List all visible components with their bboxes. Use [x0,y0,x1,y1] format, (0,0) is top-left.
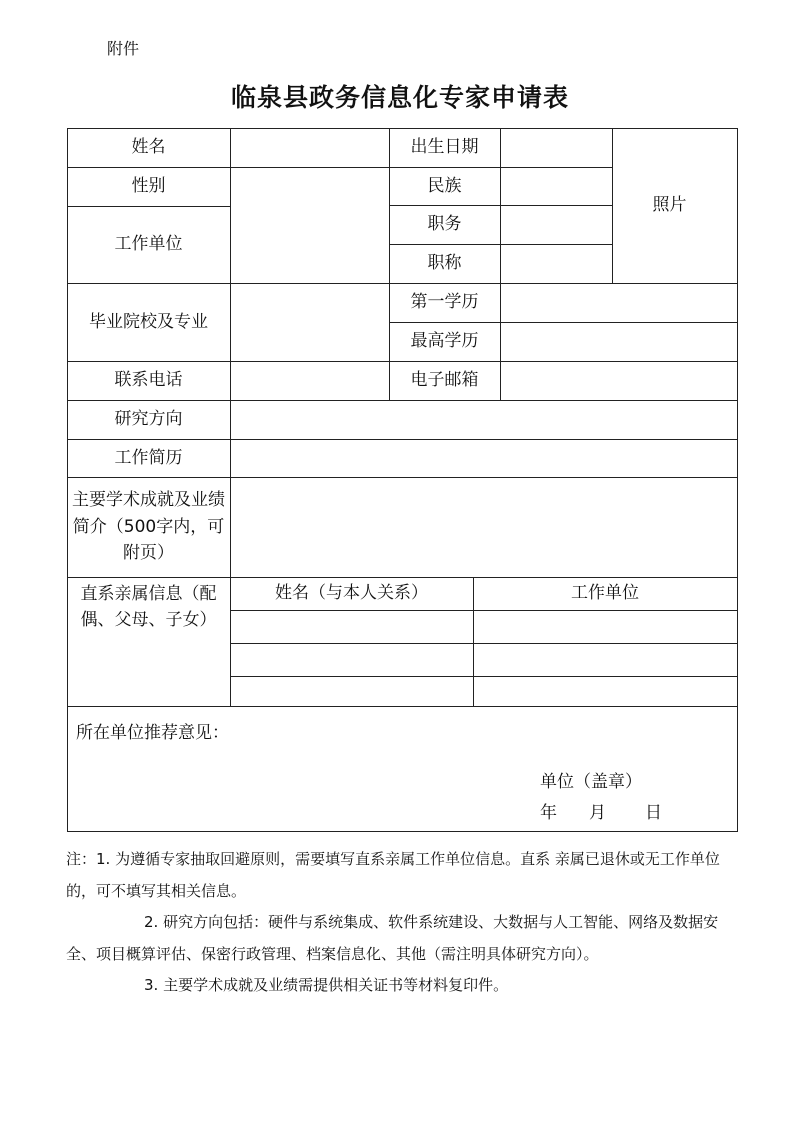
email-field[interactable] [500,361,737,400]
employer-field[interactable] [230,206,389,283]
note-2: 2. 研究方向包括：硬件与系统集成、软件系统建设、大数据与人工智能、网络及数据安全、项目概算评估、保密行政管理、档案信息化、其他（需注明具体研究方向）。 [66,913,719,963]
professional-title-label: 职称 [427,253,462,274]
family-name-field[interactable] [230,610,473,643]
note-1: 注：1. 为遵循专家抽取回避原则，需要填写直系亲属工作单位信息。直系 亲属已退休或无工作单位的，可不填写其相关信息。 [66,850,720,900]
school-major-field[interactable] [230,283,389,361]
family-employer-field[interactable] [473,676,737,706]
photo-box[interactable] [612,128,737,283]
family-employer-field[interactable] [473,643,737,676]
gender-field[interactable] [230,167,389,206]
highest-degree-label: 最高学历 [410,331,479,352]
family-name-field[interactable] [230,676,473,706]
family-info-label: 直系亲属信息（配偶、父母、子女） [80,584,217,631]
family-employer-field[interactable] [473,610,737,643]
family-name-header: 姓名（与本人关系） [275,583,428,604]
research-direction-label: 研究方向 [114,409,183,430]
name-field[interactable] [230,128,389,167]
note-3: 3. 主要学术成就及业绩需提供相关证书等材料复印件。 [144,976,509,994]
page-title: 临泉县政务信息化专家申请表 [230,83,569,112]
photo-label: 照片 [652,195,687,216]
employer-label: 工作单位 [114,234,183,255]
ethnicity-field[interactable] [500,167,612,205]
birth-date-label: 出生日期 [410,137,479,158]
birth-date-field[interactable] [500,128,612,167]
phone-field[interactable] [230,361,389,400]
position-label: 职务 [427,214,462,235]
recommendation-label: 所在单位推荐意见： [76,722,229,743]
research-direction-field[interactable] [230,400,737,439]
position-field[interactable] [500,205,612,244]
family-name-field[interactable] [230,643,473,676]
notes [66,844,746,1002]
work-resume-label: 工作简历 [114,447,183,468]
first-degree-field[interactable] [500,283,737,322]
gender-label: 性别 [131,176,166,197]
date-day-label: 日 [645,802,662,823]
seal-label: 单位（盖章） [540,771,642,792]
first-degree-label: 第一学历 [410,292,479,313]
highest-degree-field[interactable] [500,322,737,361]
achievements-label: 主要学术成就及业绩简介（500字内，可附页） [72,490,225,564]
table-border [67,831,738,832]
name-label: 姓名 [131,137,166,158]
work-resume-field[interactable] [230,439,737,477]
family-employer-header: 工作单位 [571,583,639,604]
email-label: 电子邮箱 [410,370,479,391]
achievements-field[interactable] [230,477,737,577]
phone-label: 联系电话 [114,370,183,391]
school-major-label: 毕业院校及专业 [89,311,208,332]
ethnicity-label: 民族 [427,175,462,196]
attachment-label: 附件 [107,39,140,58]
date-year-label: 年 [540,802,557,823]
table-border [737,128,738,832]
date-month-label: 月 [589,802,606,823]
professional-title-field[interactable] [500,244,612,283]
